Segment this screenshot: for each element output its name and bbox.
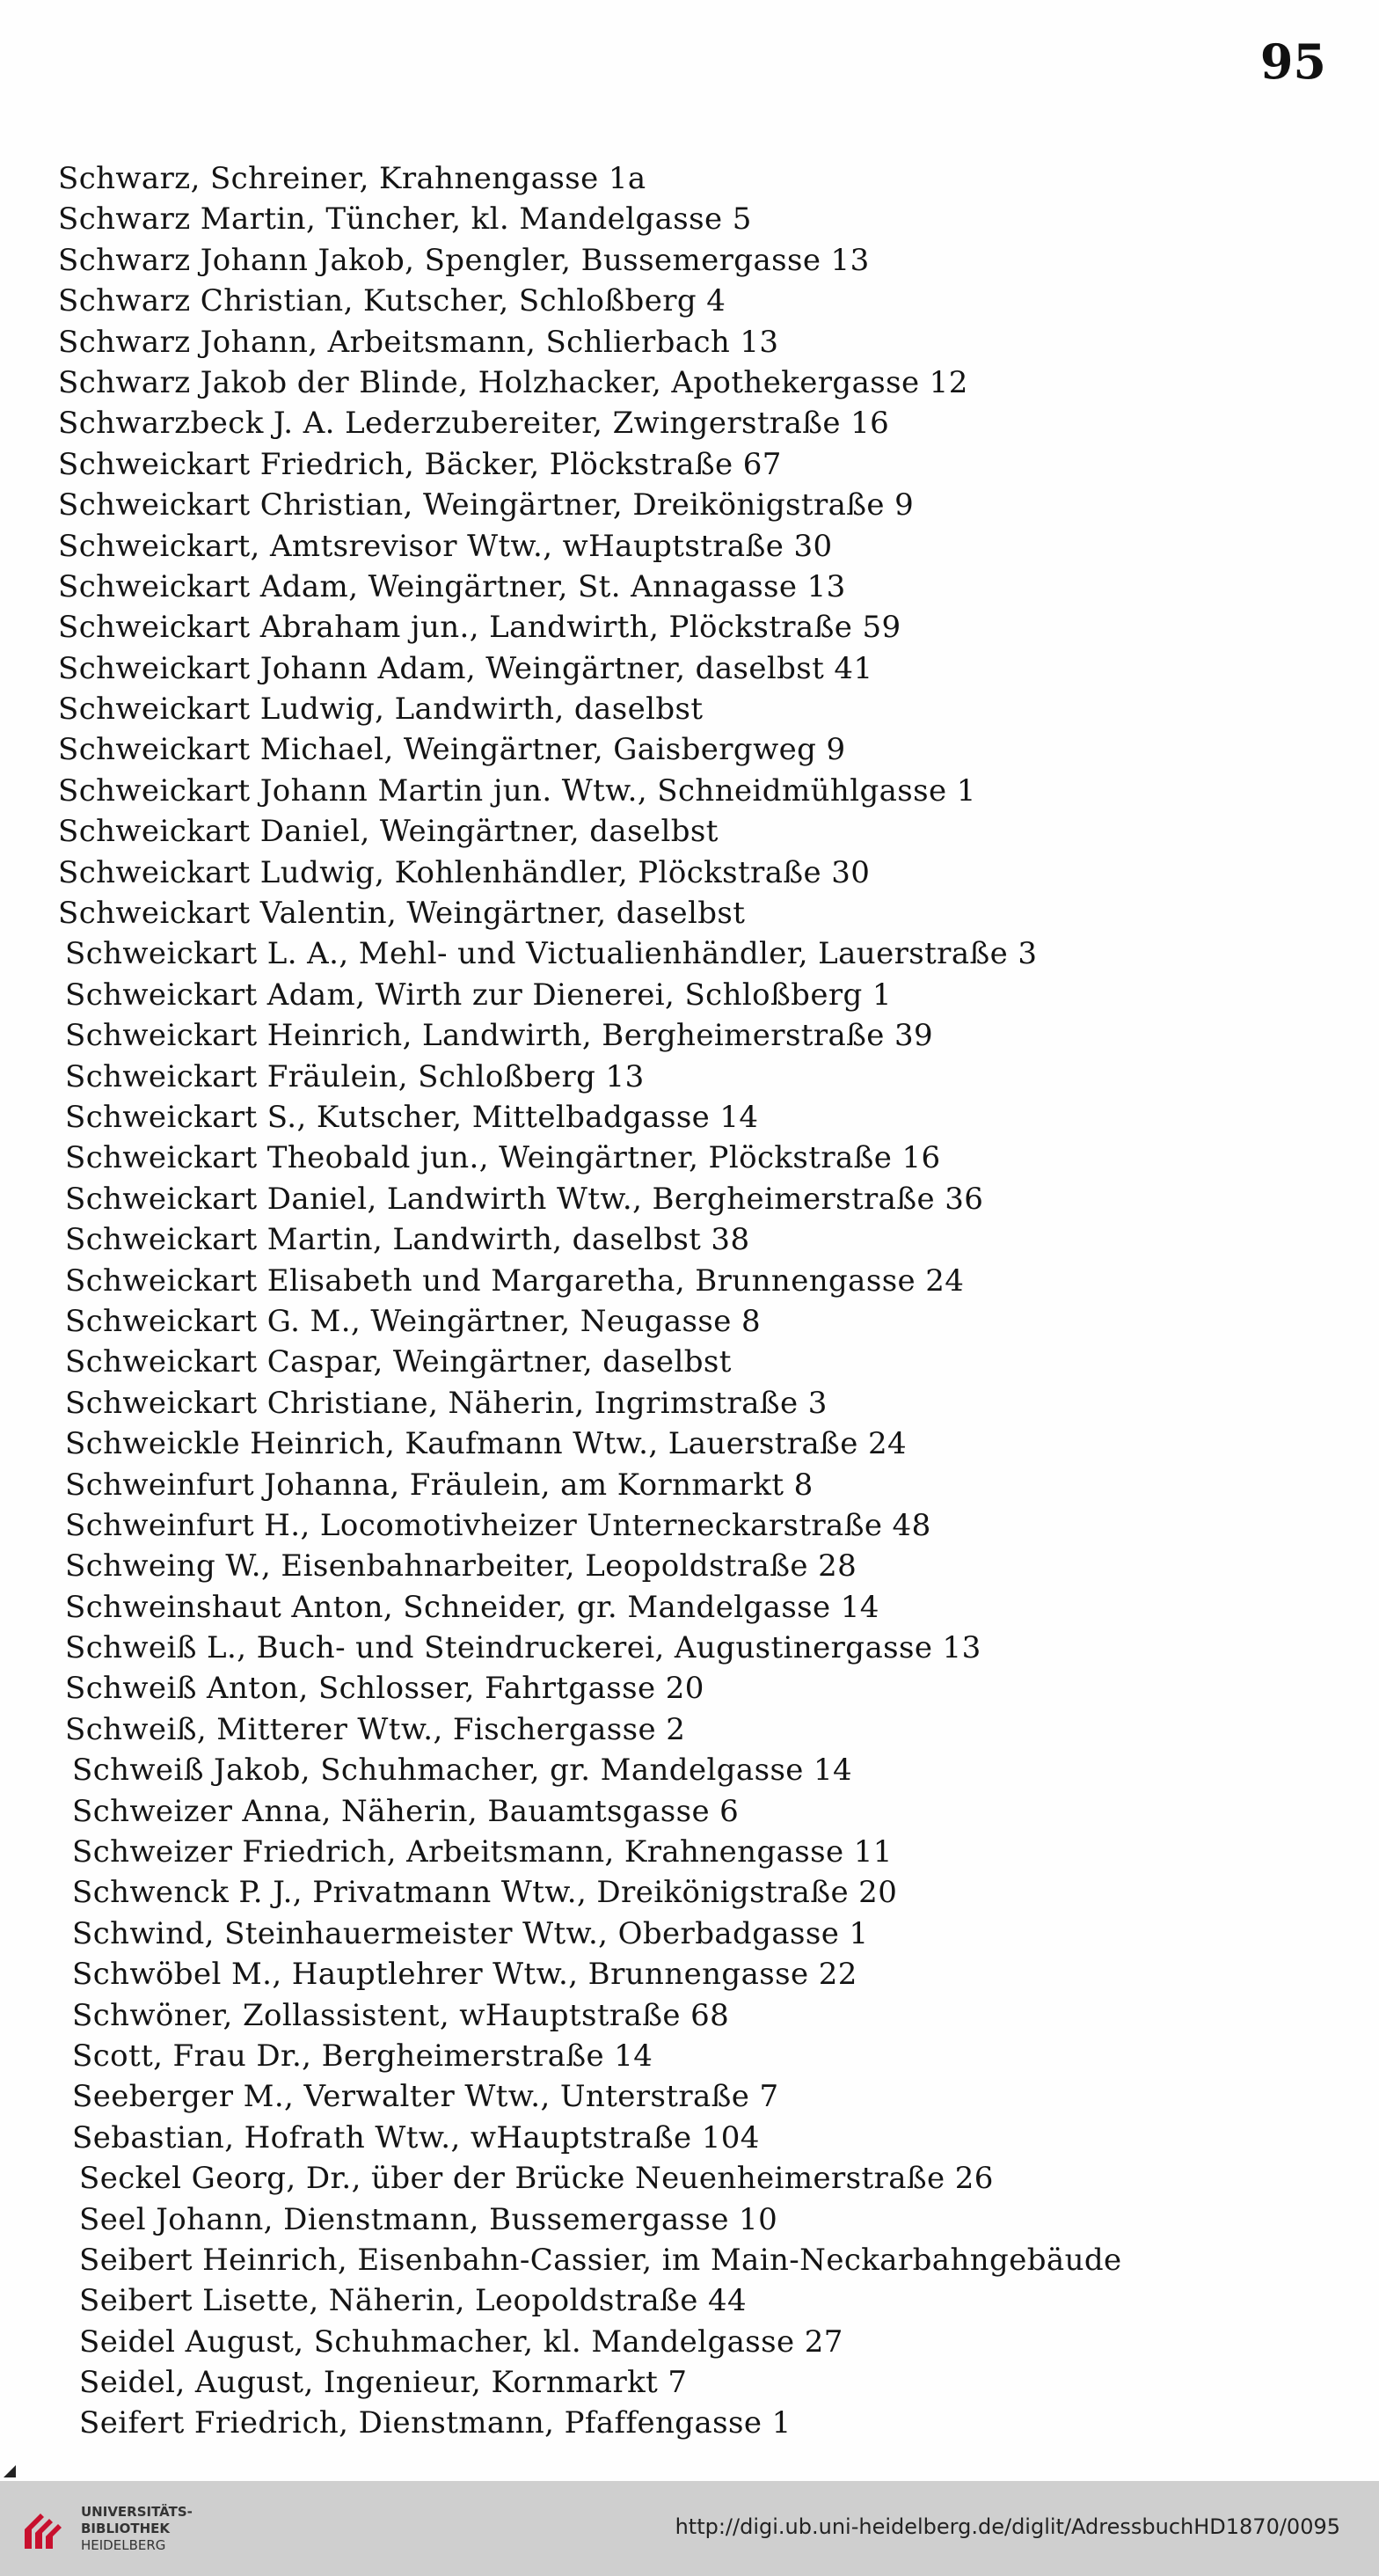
address-entry: Schweinshaut Anton, Schneider, gr. Mandelgasse 14 xyxy=(65,1589,879,1625)
address-entry: Schweickart Heinrich, Landwirth, Bergheimerstraße 39 xyxy=(65,1018,934,1054)
address-entry: Seidel August, Schuhmacher, kl. Mandelgasse 27 xyxy=(79,2324,843,2360)
address-entry: Schweickart G. M., Weingärtner, Neugasse 8 xyxy=(65,1303,761,1339)
address-entry: Schwarzbeck J. A. Lederzubereiter, Zwingerstraße 16 xyxy=(58,406,890,442)
library-logo[interactable] xyxy=(19,2503,193,2554)
address-entry: Schweickart, Amtsrevisor Wtw., wHauptstraße 30 xyxy=(58,528,833,564)
library-name xyxy=(81,2504,193,2554)
address-entry: Schweickart Abraham jun., Landwirth, Plöckstraße 59 xyxy=(58,610,901,646)
address-entry: Schweinfurt H., Locomotivheizer Unterneckarstraße 48 xyxy=(65,1507,931,1543)
address-entry: Schweickart Fräulein, Schloßberg 13 xyxy=(65,1058,645,1094)
address-entry: Schweickart Caspar, Weingärtner, daselbst xyxy=(65,1344,732,1380)
address-entry: Schweickart Daniel, Landwirth Wtw., Bergheimerstraße 36 xyxy=(65,1181,984,1217)
page-number: 95 xyxy=(1259,33,1326,90)
address-entry: Schweickart Christian, Weingärtner, Dreikönigstraße 9 xyxy=(58,487,915,523)
address-entry: Seckel Georg, Dr., über der Brücke Neuenheimerstraße 26 xyxy=(79,2161,994,2197)
address-entries-list xyxy=(58,158,1342,2444)
address-entry: Schweickart Daniel, Weingärtner, daselbst xyxy=(58,814,719,850)
address-entry: Schwarz Martin, Tüncher, kl. Mandelgasse 5 xyxy=(58,201,752,238)
address-entry: Schwarz Johann, Arbeitsmann, Schlierbach 13 xyxy=(58,324,779,360)
address-entry: Seidel, August, Ingenieur, Kornmarkt 7 xyxy=(79,2365,688,2401)
address-entry: Scott, Frau Dr., Bergheimerstraße 14 xyxy=(72,2038,653,2074)
address-entry: Schwöbel M., Hauptlehrer Wtw., Brunnengasse 22 xyxy=(72,1957,857,1993)
address-entry: Schwenck P. J., Privatmann Wtw., Dreikönigstraße 20 xyxy=(72,1875,898,1911)
address-entry: Schweiß Jakob, Schuhmacher, gr. Mandelgasse 14 xyxy=(72,1753,853,1789)
address-entry: Schwarz Johann Jakob, Spengler, Bussemergasse 13 xyxy=(58,242,870,278)
address-entry: Schweickart Ludwig, Landwirth, daselbst xyxy=(58,692,704,728)
address-entry: Schweickart Ludwig, Kohlenhändler, Plöckstraße 30 xyxy=(58,854,871,890)
address-entry: Schwöner, Zollassistent, wHauptstraße 68 xyxy=(72,1997,730,2033)
address-entry: Schweickart Friedrich, Bäcker, Plöckstraße 67 xyxy=(58,446,782,482)
address-entry: Seibert Heinrich, Eisenbahn-Cassier, im Main-Neckarbahngebäude xyxy=(79,2242,1122,2278)
address-entry: Seifert Friedrich, Dienstmann, Pfaffengasse 1 xyxy=(79,2405,792,2441)
address-entry: Schweiß Anton, Schlosser, Fahrtgasse 20 xyxy=(65,1671,704,1707)
address-entry: Schwarz Christian, Kutscher, Schloßberg 4 xyxy=(58,283,726,319)
library-logo-icon xyxy=(19,2503,70,2554)
address-entry: Seeberger M., Verwalter Wtw., Unterstraße 7 xyxy=(72,2079,779,2115)
library-name-line1: UNIVERSITÄTS- xyxy=(81,2503,193,2520)
address-entry: Schweing W., Eisenbahnarbeiter, Leopoldstraße 28 xyxy=(65,1548,857,1584)
address-entry: Seel Johann, Dienstmann, Bussemergasse 10 xyxy=(79,2201,778,2237)
address-entry: Schweickart Christiane, Näherin, Ingrimstraße 3 xyxy=(65,1385,828,1421)
address-entry: Schweickart Adam, Wirth zur Dienerei, Schloßberg 1 xyxy=(65,977,892,1013)
address-entry: Schweinfurt Johanna, Fräulein, am Kornmarkt 8 xyxy=(65,1467,814,1503)
address-entry: Schweickart S., Kutscher, Mittelbadgasse 14 xyxy=(65,1099,759,1135)
address-entry: Schweickart L. A., Mehl- und Victualienhändler, Lauerstraße 3 xyxy=(65,936,1038,972)
address-entry: Schweickart Valentin, Weingärtner, daselbst xyxy=(58,896,746,932)
address-entry: Schweiß L., Buch- und Steindruckerei, Augustinergasse 13 xyxy=(65,1630,981,1666)
address-entry: Schweickart Martin, Landwirth, daselbst 38 xyxy=(65,1222,750,1258)
address-entry: Schweiß, Mitterer Wtw., Fischergasse 2 xyxy=(65,1711,686,1747)
address-entry: Schweickart Johann Adam, Weingärtner, daselbst 41 xyxy=(58,650,873,686)
address-entry: Schweizer Anna, Näherin, Bauamtsgasse 6 xyxy=(72,1793,740,1829)
address-entry: Schweickart Michael, Weingärtner, Gaisbergweg 9 xyxy=(58,732,846,768)
address-entry: Schwarz Jakob der Blinde, Holzhacker, Apothekergasse 12 xyxy=(58,364,968,400)
library-name-line2: BIBLIOTHEK xyxy=(81,2520,170,2536)
address-entry: Schweickart Elisabeth und Margaretha, Brunnengasse 24 xyxy=(65,1262,965,1299)
address-entry: Sebastian, Hofrath Wtw., wHauptstraße 104 xyxy=(72,2119,760,2155)
address-entry: Schweickart Theobald jun., Weingärtner, Plöckstraße 16 xyxy=(65,1140,941,1176)
address-entry: Schwind, Steinhauermeister Wtw., Oberbadgasse 1 xyxy=(72,1915,869,1951)
address-entry: Schweizer Friedrich, Arbeitsmann, Krahnengasse 11 xyxy=(72,1834,893,1870)
library-name-line3: HEIDELBERG xyxy=(81,2536,166,2553)
source-url-link[interactable]: http://digi.ub.uni-heidelberg.de/diglit/AdressbuchHD1870/0095 xyxy=(675,2514,1340,2539)
footer-bar xyxy=(0,2481,1379,2576)
margin-mark-icon xyxy=(4,2465,16,2477)
address-entry: Seibert Lisette, Näherin, Leopoldstraße 44 xyxy=(79,2283,748,2319)
address-entry: Schwarz, Schreiner, Krahnengasse 1a xyxy=(58,161,646,196)
address-entry: Schweickart Johann Martin jun. Wtw., Schneidmühlgasse 1 xyxy=(58,772,976,809)
address-entry: Schweickart Adam, Weingärtner, St. Annagasse 13 xyxy=(58,568,846,604)
address-entry: Schweickle Heinrich, Kaufmann Wtw., Lauerstraße 24 xyxy=(65,1426,908,1462)
